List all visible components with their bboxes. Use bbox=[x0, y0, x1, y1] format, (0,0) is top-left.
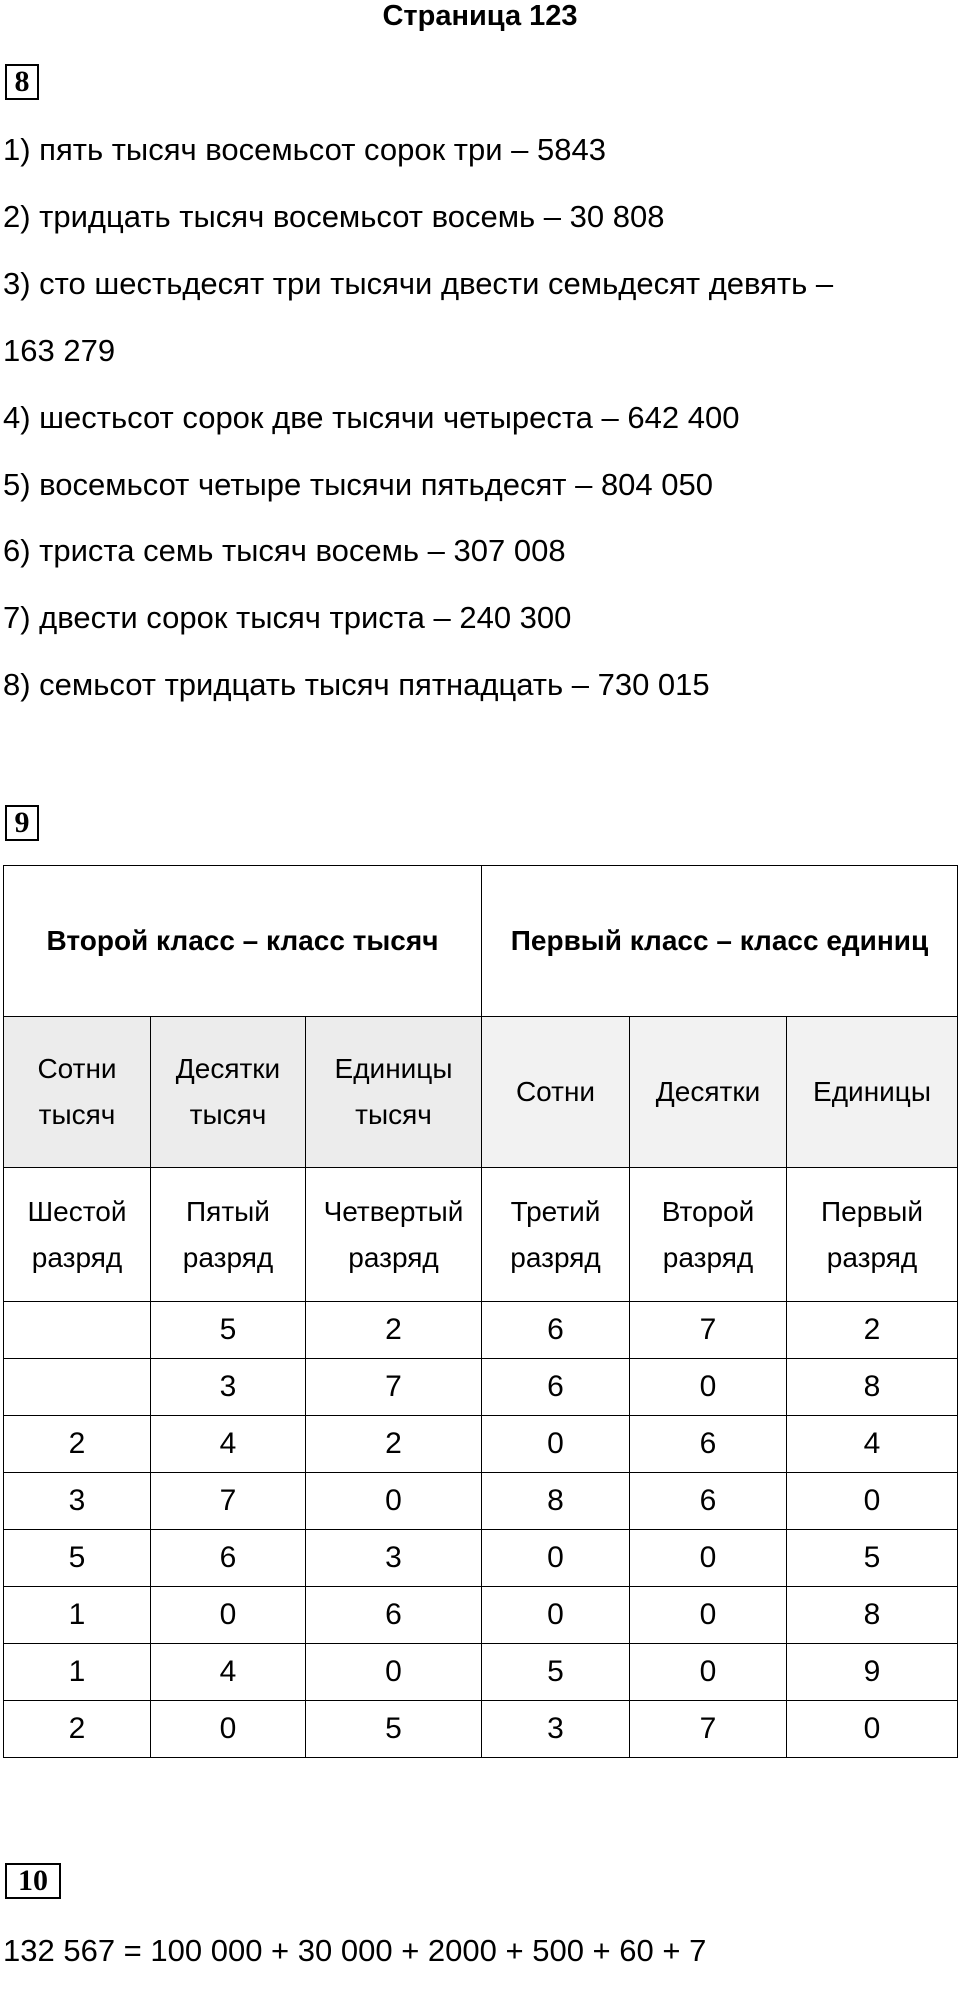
table-cell: 6 bbox=[306, 1587, 482, 1644]
table-row bbox=[4, 1530, 958, 1587]
rank-name-line: разряд bbox=[182, 1241, 274, 1273]
column-header-ten-thousands bbox=[151, 1017, 306, 1168]
column-header-line: Сотни bbox=[37, 1053, 117, 1084]
table-cell: 4 bbox=[151, 1416, 306, 1473]
table-row bbox=[4, 1701, 958, 1758]
table-row bbox=[4, 1587, 958, 1644]
table-cell: 6 bbox=[630, 1416, 787, 1473]
table-cell: 8 bbox=[787, 1587, 958, 1644]
rank-name-3 bbox=[482, 1168, 630, 1302]
table-cell: 3 bbox=[306, 1530, 482, 1587]
table-cell: 6 bbox=[151, 1530, 306, 1587]
rank-name-line: разряд bbox=[826, 1241, 918, 1273]
table-cell: 2 bbox=[306, 1416, 482, 1473]
rank-name-line: разряд bbox=[510, 1241, 601, 1273]
table-cell: 0 bbox=[151, 1587, 306, 1644]
table-cell: 7 bbox=[630, 1302, 787, 1359]
rank-name-line: Третий bbox=[510, 1195, 601, 1227]
table-cell: 0 bbox=[306, 1644, 482, 1701]
table-cell: 0 bbox=[787, 1701, 958, 1758]
rank-name-1 bbox=[787, 1168, 958, 1302]
table-cell: 0 bbox=[630, 1644, 787, 1701]
task-8-line-2: 2) тридцать тысяч восемьсот восемь – 30 808 bbox=[3, 199, 665, 234]
column-header-line: тысяч bbox=[355, 1099, 432, 1130]
table-cell: 3 bbox=[151, 1359, 306, 1416]
rank-name-line: разряд bbox=[31, 1241, 123, 1273]
table-cell: 0 bbox=[787, 1473, 958, 1530]
table-cell bbox=[4, 1359, 151, 1416]
table-cell: 8 bbox=[482, 1473, 630, 1530]
table-row bbox=[4, 1644, 958, 1701]
table-cell: 3 bbox=[4, 1473, 151, 1530]
column-header-units: Единицы bbox=[787, 1017, 958, 1168]
table-cell: 0 bbox=[482, 1587, 630, 1644]
rank-name-line: разряд bbox=[348, 1241, 439, 1273]
table-cell: 1 bbox=[4, 1644, 151, 1701]
column-header-line: Единицы bbox=[334, 1053, 453, 1084]
task-8-line-4: 4) шестьсот сорок две тысячи четыреста – 642 400 bbox=[3, 400, 740, 435]
column-header-line: тысяч bbox=[189, 1099, 267, 1130]
page-title: Страница 123 bbox=[382, 0, 578, 32]
table-cell: 8 bbox=[787, 1359, 958, 1416]
table-cell: 0 bbox=[482, 1416, 630, 1473]
table-cell: 4 bbox=[151, 1644, 306, 1701]
table-cell bbox=[4, 1302, 151, 1359]
table-cell: 5 bbox=[306, 1701, 482, 1758]
rank-name-4 bbox=[306, 1168, 482, 1302]
table-row bbox=[4, 1302, 958, 1359]
task-8-number: 8 bbox=[5, 64, 39, 100]
column-header-hundreds: Сотни bbox=[482, 1017, 630, 1168]
column-header-hundred-thousands bbox=[4, 1017, 151, 1168]
table-cell: 7 bbox=[151, 1473, 306, 1530]
column-header-line: Десятки bbox=[175, 1053, 281, 1084]
task-8-line-3-continued: 163 279 bbox=[3, 333, 116, 368]
column-header-line: тысяч bbox=[38, 1099, 116, 1130]
table-cell: 5 bbox=[482, 1644, 630, 1701]
task-8-line-6: 6) триста семь тысяч восемь – 307 008 bbox=[3, 533, 566, 568]
table-cell: 0 bbox=[630, 1587, 787, 1644]
table-cell: 4 bbox=[787, 1416, 958, 1473]
table-cell: 2 bbox=[4, 1416, 151, 1473]
table-cell: 5 bbox=[787, 1530, 958, 1587]
table-cell: 3 bbox=[482, 1701, 630, 1758]
task-10-number: 10 bbox=[5, 1863, 61, 1899]
table-cell: 0 bbox=[306, 1473, 482, 1530]
table-cell: 2 bbox=[787, 1302, 958, 1359]
column-header-thousands bbox=[306, 1017, 482, 1168]
table-cell: 0 bbox=[482, 1530, 630, 1587]
table-cell: 0 bbox=[630, 1530, 787, 1587]
table-cell: 7 bbox=[630, 1701, 787, 1758]
task-8-line-7: 7) двести сорок тысяч триста – 240 300 bbox=[3, 600, 572, 635]
table-cell: 5 bbox=[151, 1302, 306, 1359]
table-cell: 2 bbox=[4, 1701, 151, 1758]
rank-name-line: Второй bbox=[661, 1195, 755, 1227]
table-row bbox=[4, 1473, 958, 1530]
table-cell: 1 bbox=[4, 1587, 151, 1644]
rank-name-line: разряд bbox=[662, 1241, 754, 1273]
rank-name-line: Четвертый bbox=[323, 1195, 464, 1227]
table-row bbox=[4, 1416, 958, 1473]
table-cell: 9 bbox=[787, 1644, 958, 1701]
table-cell: 6 bbox=[482, 1302, 630, 1359]
table-cell: 0 bbox=[630, 1359, 787, 1416]
rank-name-6 bbox=[4, 1168, 151, 1302]
column-header-tens: Десятки bbox=[630, 1017, 787, 1168]
rank-name-line: Шестой bbox=[27, 1195, 127, 1227]
task-10-formula: 132 567 = 100 000 + 30 000 + 2000 + 500 + 60 + 7 bbox=[3, 1933, 707, 1968]
task-8-line-1: 1) пять тысяч восемьсот сорок три – 5843 bbox=[3, 132, 606, 167]
table-cell: 0 bbox=[151, 1701, 306, 1758]
class-header-thousands: Второй класс – класс тысяч bbox=[4, 866, 482, 1017]
rank-name-2 bbox=[630, 1168, 787, 1302]
rank-name-line: Пятый bbox=[186, 1195, 270, 1227]
place-value-table bbox=[3, 865, 958, 1758]
table-cell: 6 bbox=[630, 1473, 787, 1530]
task-8-line-5: 5) восемьсот четыре тысячи пятьдесят – 804 050 bbox=[3, 467, 714, 502]
task-8-line-3: 3) сто шестьдесят три тысячи двести семьдесят девять – bbox=[3, 266, 834, 301]
rank-name-line: Первый bbox=[821, 1195, 923, 1227]
class-header-units: Первый класс – класс единиц bbox=[482, 866, 958, 1017]
table-cell: 7 bbox=[306, 1359, 482, 1416]
table-cell: 2 bbox=[306, 1302, 482, 1359]
table-cell: 6 bbox=[482, 1359, 630, 1416]
rank-name-5 bbox=[151, 1168, 306, 1302]
table-cell: 5 bbox=[4, 1530, 151, 1587]
task-9-number: 9 bbox=[5, 805, 39, 841]
task-8-line-8: 8) семьсот тридцать тысяч пятнадцать – 730 015 bbox=[3, 667, 710, 702]
table-row bbox=[4, 1359, 958, 1416]
